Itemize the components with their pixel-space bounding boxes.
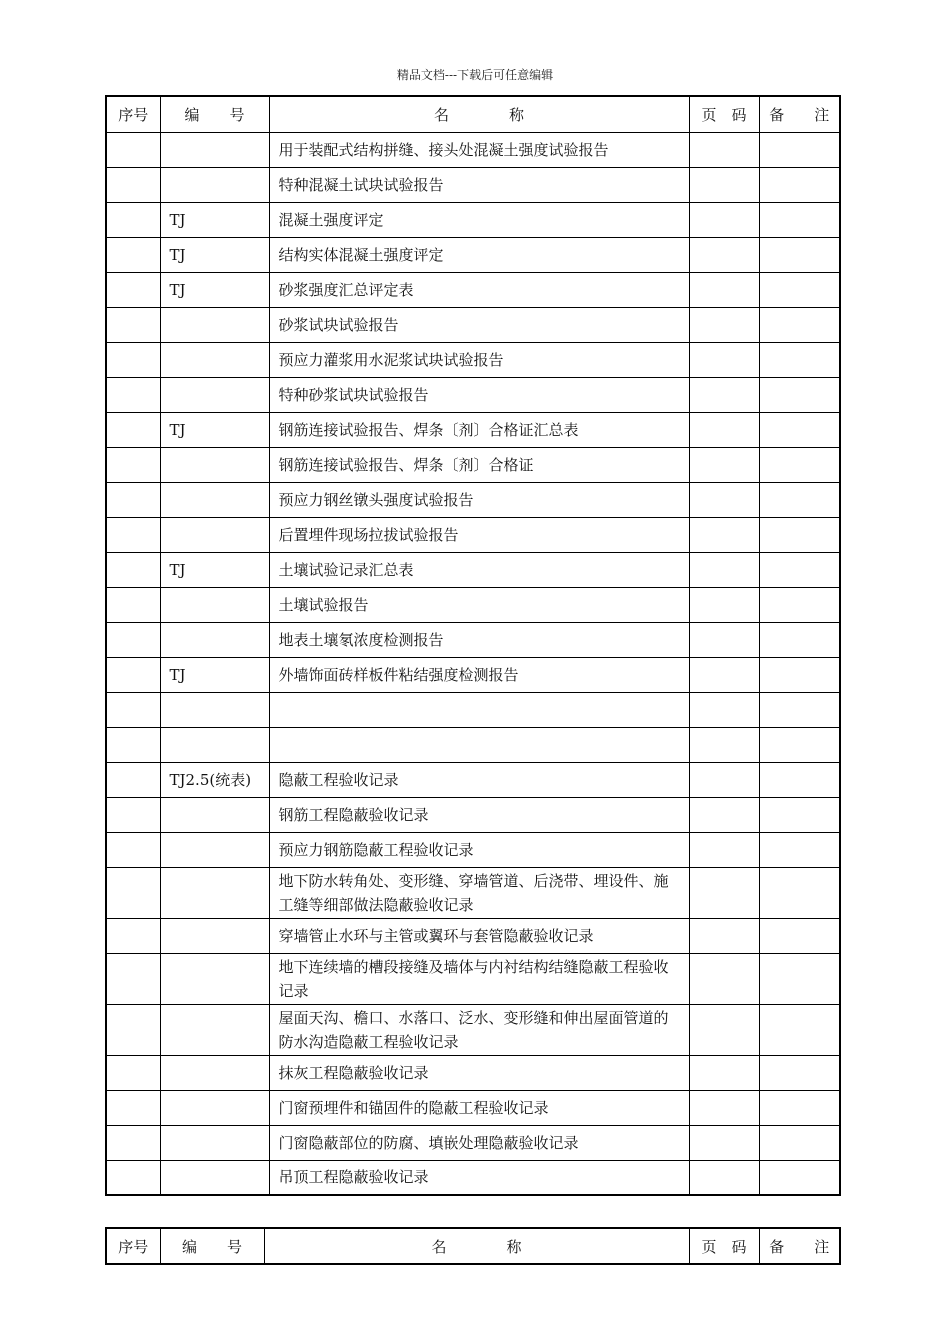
cell-page	[689, 762, 759, 797]
cell-seq	[106, 1055, 160, 1090]
cell-seq	[106, 377, 160, 412]
cell-page	[689, 132, 759, 167]
cell-name: 土壤试验记录汇总表	[269, 552, 689, 587]
cell-name: 混凝土强度评定	[269, 202, 689, 237]
cell-code	[160, 1004, 269, 1055]
table-row	[106, 272, 840, 307]
cell-code	[160, 1160, 269, 1195]
column-header-page: 页 码	[689, 1228, 759, 1264]
cell-name: 地下防水转角处、变形缝、穿墙管道、后浇带、埋设件、施工缝等细部做法隐蔽验收记录	[269, 867, 689, 918]
cell-code	[160, 517, 269, 552]
cell-page	[689, 552, 759, 587]
cell-note	[759, 552, 840, 587]
cell-page	[689, 587, 759, 622]
cell-note	[759, 482, 840, 517]
column-header-code: 编 号	[160, 96, 269, 132]
cell-note	[759, 692, 840, 727]
cell-name: 砂浆强度汇总评定表	[269, 272, 689, 307]
cell-page	[689, 622, 759, 657]
cell-note	[759, 132, 840, 167]
cell-page	[689, 832, 759, 867]
cell-code	[160, 727, 269, 762]
cell-name	[269, 692, 689, 727]
cell-code: TJ	[160, 202, 269, 237]
cell-code	[160, 797, 269, 832]
cell-name: 用于装配式结构拼缝、接头处混凝土强度试验报告	[269, 132, 689, 167]
cell-code: TJ	[160, 552, 269, 587]
cell-page	[689, 447, 759, 482]
cell-seq	[106, 1090, 160, 1125]
cell-name: 预应力钢丝镦头强度试验报告	[269, 482, 689, 517]
table-row	[106, 517, 840, 552]
cell-page	[689, 1055, 759, 1090]
column-header-name: 名 称	[269, 96, 689, 132]
table-row	[106, 377, 840, 412]
column-header-seq: 序号	[106, 96, 160, 132]
table-row	[106, 447, 840, 482]
cell-page	[689, 517, 759, 552]
cell-code	[160, 587, 269, 622]
cell-code: TJ	[160, 272, 269, 307]
table-row	[106, 552, 840, 587]
cell-name: 屋面天沟、檐口、水落口、泛水、变形缝和伸出屋面管道的防水沟造隐蔽工程验收记录	[269, 1004, 689, 1055]
cell-note	[759, 307, 840, 342]
cell-name: 结构实体混凝土强度评定	[269, 237, 689, 272]
cell-page	[689, 1090, 759, 1125]
cell-note	[759, 832, 840, 867]
cell-name	[269, 727, 689, 762]
column-header-page: 页 码	[689, 96, 759, 132]
cell-name: 地下连续墙的槽段接缝及墙体与内衬结构结缝隐蔽工程验收记录	[269, 953, 689, 1004]
cell-name: 隐蔽工程验收记录	[269, 762, 689, 797]
table-row	[106, 1090, 840, 1125]
table-header-row	[106, 96, 840, 132]
cell-seq	[106, 342, 160, 377]
cell-name: 预应力钢筋隐蔽工程验收记录	[269, 832, 689, 867]
cell-code	[160, 953, 269, 1004]
cell-name: 钢筋工程隐蔽验收记录	[269, 797, 689, 832]
cell-seq	[106, 202, 160, 237]
cell-seq	[106, 832, 160, 867]
cell-note	[759, 272, 840, 307]
cell-note	[759, 918, 840, 953]
cell-seq	[106, 1004, 160, 1055]
cell-page	[689, 1004, 759, 1055]
cell-seq	[106, 447, 160, 482]
cell-name: 门窗预埋件和锚固件的隐蔽工程验收记录	[269, 1090, 689, 1125]
cell-page	[689, 918, 759, 953]
table-row	[106, 482, 840, 517]
cell-code	[160, 867, 269, 918]
cell-code	[160, 832, 269, 867]
cell-seq	[106, 307, 160, 342]
cell-page	[689, 1125, 759, 1160]
cell-page	[689, 377, 759, 412]
cell-note	[759, 797, 840, 832]
cell-name: 外墙饰面砖样板件粘结强度检测报告	[269, 657, 689, 692]
cell-note	[759, 167, 840, 202]
cell-seq	[106, 167, 160, 202]
column-header-name: 名 称	[264, 1228, 689, 1264]
cell-code	[160, 1055, 269, 1090]
cell-seq	[106, 622, 160, 657]
table-row	[106, 918, 840, 953]
cell-page	[689, 202, 759, 237]
cell-note	[759, 377, 840, 412]
cell-page	[689, 692, 759, 727]
cell-name: 砂浆试块试验报告	[269, 307, 689, 342]
table-row	[106, 412, 840, 447]
table-row	[106, 342, 840, 377]
cell-code: TJ	[160, 657, 269, 692]
table-row	[106, 132, 840, 167]
cell-note	[759, 762, 840, 797]
cell-page	[689, 482, 759, 517]
table-row	[106, 1055, 840, 1090]
cell-page	[689, 412, 759, 447]
catalog-table	[105, 95, 841, 1196]
cell-page	[689, 342, 759, 377]
cell-page	[689, 1160, 759, 1195]
cell-seq	[106, 1125, 160, 1160]
cell-name: 穿墙管止水环与主管或翼环与套管隐蔽验收记录	[269, 918, 689, 953]
table-row	[106, 692, 840, 727]
column-header-note: 备 注	[759, 96, 840, 132]
cell-seq	[106, 552, 160, 587]
cell-code	[160, 482, 269, 517]
cell-code	[160, 918, 269, 953]
cell-code	[160, 167, 269, 202]
cell-name: 特种混凝土试块试验报告	[269, 167, 689, 202]
cell-name: 后置埋件现场拉拔试验报告	[269, 517, 689, 552]
cell-seq	[106, 867, 160, 918]
cell-seq	[106, 517, 160, 552]
table-header-row	[106, 1228, 840, 1264]
cell-page	[689, 953, 759, 1004]
cell-page	[689, 727, 759, 762]
cell-note	[759, 727, 840, 762]
table-row	[106, 762, 840, 797]
cell-seq	[106, 727, 160, 762]
cell-seq	[106, 482, 160, 517]
cell-code	[160, 342, 269, 377]
table-row	[106, 167, 840, 202]
cell-note	[759, 517, 840, 552]
column-header-seq: 序号	[106, 1228, 160, 1264]
cell-page	[689, 797, 759, 832]
table-row	[106, 797, 840, 832]
cell-name: 抹灰工程隐蔽验收记录	[269, 1055, 689, 1090]
table-row	[106, 1004, 840, 1055]
cell-seq	[106, 1160, 160, 1195]
table-row	[106, 1125, 840, 1160]
table-row	[106, 1160, 840, 1195]
table-row	[106, 237, 840, 272]
cell-code	[160, 447, 269, 482]
cell-seq	[106, 237, 160, 272]
cell-page	[689, 237, 759, 272]
cell-seq	[106, 587, 160, 622]
table-row	[106, 953, 840, 1004]
catalog-table-continued	[105, 1227, 841, 1265]
cell-code	[160, 377, 269, 412]
table-row	[106, 587, 840, 622]
cell-code	[160, 307, 269, 342]
cell-note	[759, 622, 840, 657]
cell-page	[689, 272, 759, 307]
cell-name: 地表土壤氡浓度检测报告	[269, 622, 689, 657]
cell-seq	[106, 797, 160, 832]
cell-name: 钢筋连接试验报告、焊条〔剂〕合格证汇总表	[269, 412, 689, 447]
cell-name: 土壤试验报告	[269, 587, 689, 622]
cell-name: 吊顶工程隐蔽验收记录	[269, 1160, 689, 1195]
cell-note	[759, 447, 840, 482]
cell-code	[160, 622, 269, 657]
table-body	[106, 132, 840, 1195]
table-row	[106, 867, 840, 918]
cell-code	[160, 1090, 269, 1125]
table-row	[106, 657, 840, 692]
cell-note	[759, 657, 840, 692]
cell-note	[759, 1055, 840, 1090]
cell-name: 钢筋连接试验报告、焊条〔剂〕合格证	[269, 447, 689, 482]
table-row	[106, 307, 840, 342]
cell-note	[759, 1125, 840, 1160]
table-row	[106, 622, 840, 657]
table-row	[106, 202, 840, 237]
cell-seq	[106, 918, 160, 953]
cell-note	[759, 867, 840, 918]
cell-code	[160, 1125, 269, 1160]
cell-page	[689, 167, 759, 202]
cell-code	[160, 132, 269, 167]
cell-code: TJ	[160, 237, 269, 272]
cell-name: 特种砂浆试块试验报告	[269, 377, 689, 412]
cell-note	[759, 587, 840, 622]
table-row	[106, 727, 840, 762]
cell-name: 预应力灌浆用水泥浆试块试验报告	[269, 342, 689, 377]
cell-note	[759, 412, 840, 447]
cell-note	[759, 1090, 840, 1125]
cell-seq	[106, 412, 160, 447]
cell-page	[689, 307, 759, 342]
cell-note	[759, 1004, 840, 1055]
cell-seq	[106, 953, 160, 1004]
cell-code	[160, 692, 269, 727]
cell-note	[759, 1160, 840, 1195]
cell-seq	[106, 692, 160, 727]
cell-seq	[106, 272, 160, 307]
cell-code: TJ	[160, 412, 269, 447]
cell-note	[759, 237, 840, 272]
column-header-code: 编 号	[160, 1228, 264, 1264]
table-row	[106, 832, 840, 867]
cell-seq	[106, 657, 160, 692]
cell-seq	[106, 762, 160, 797]
cell-code: TJ2.5(统表)	[160, 762, 269, 797]
cell-note	[759, 202, 840, 237]
cell-name: 门窗隐蔽部位的防腐、填嵌处理隐蔽验收记录	[269, 1125, 689, 1160]
column-header-note: 备 注	[759, 1228, 840, 1264]
cell-note	[759, 342, 840, 377]
cell-page	[689, 657, 759, 692]
cell-seq	[106, 132, 160, 167]
page-header: 精品文档---下载后可任意编辑	[396, 68, 554, 82]
cell-note	[759, 953, 840, 1004]
cell-page	[689, 867, 759, 918]
